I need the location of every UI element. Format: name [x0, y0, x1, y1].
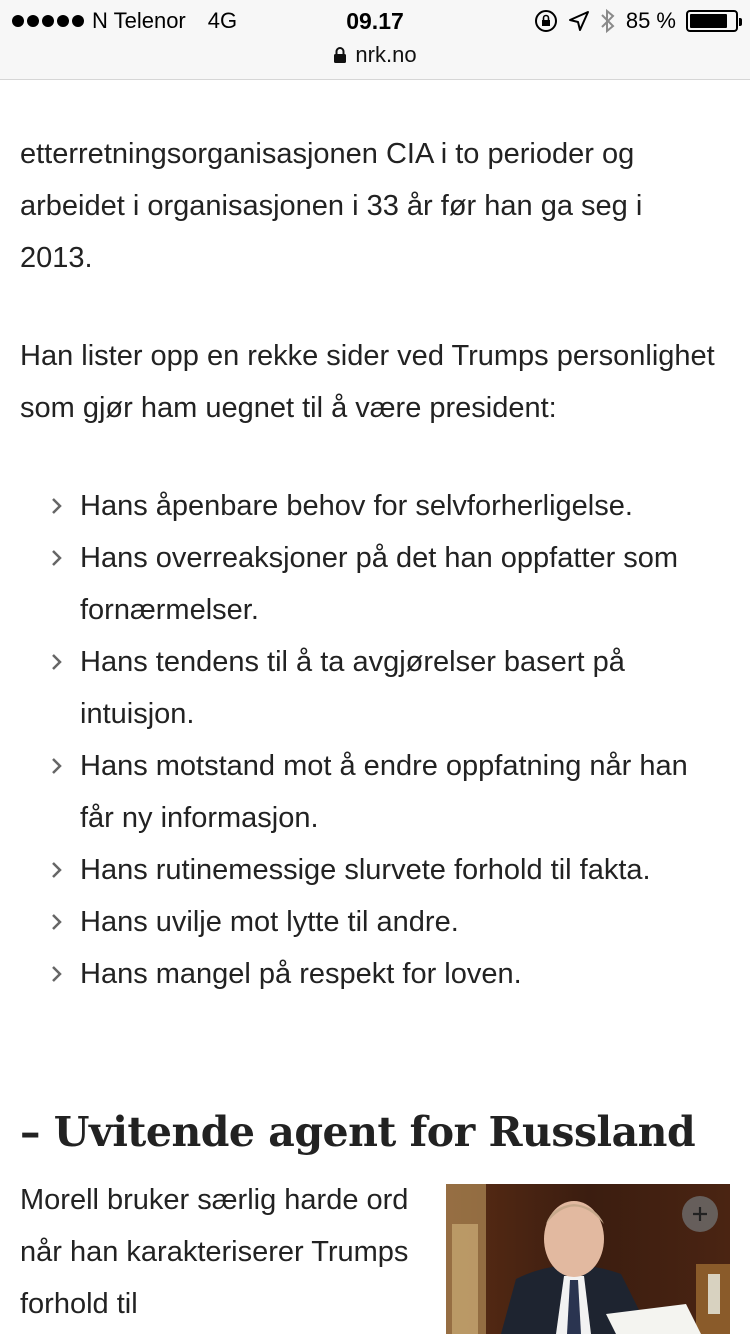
url-text: nrk.no	[355, 42, 417, 67]
clock: 09.17	[346, 8, 404, 34]
list-item	[20, 480, 720, 532]
list-item-text: Hans mangel på respekt for loven.	[80, 958, 522, 990]
article-body	[20, 128, 720, 1040]
chevron-right-icon	[50, 494, 64, 518]
list-item	[20, 896, 720, 948]
carrier-name: N Telenor	[92, 8, 186, 33]
list-item-text: Hans overreaksjoner på det han oppfatter som fornærmelser.	[80, 542, 679, 626]
paragraph-cia: etterretningsorganisasjonen CIA i to perioder og arbeidet i organisasjonen i 33 år før han ga seg i 2013.	[20, 138, 643, 274]
paragraph-lead: Morell bruker særlig harde ord når han karakteriserer Trumps forhold til	[20, 1184, 409, 1320]
chevron-right-icon	[50, 754, 64, 778]
list-item-text: Hans tendens til å ta avgjørelser basert på intuisjon.	[80, 646, 625, 730]
list-item-text: Hans rutinemessige slurvete forhold til fakta.	[80, 854, 651, 886]
list-item	[20, 844, 720, 896]
list-item	[20, 740, 720, 844]
location-arrow-icon	[568, 10, 590, 32]
padlock-icon	[333, 46, 347, 64]
article-photo[interactable]	[446, 1184, 730, 1334]
chevron-right-icon	[50, 650, 64, 674]
list-item	[20, 636, 720, 740]
rotation-lock-icon	[534, 9, 558, 33]
list-item-text: Hans motstand mot å endre oppfatning når han får ny informasjon.	[80, 750, 688, 834]
section-heading: – Uvitende agent for Russland	[20, 1108, 696, 1156]
chevron-right-icon	[50, 546, 64, 570]
chevron-right-icon	[50, 858, 64, 882]
trait-list	[20, 480, 720, 1000]
chevron-right-icon	[50, 962, 64, 986]
chevron-right-icon	[50, 910, 64, 934]
battery-percent: 85 %	[625, 8, 676, 33]
battery-icon	[686, 10, 738, 32]
paragraph-intro-list: Han lister opp en rekke sider ved Trumps personlighet som gjør ham uegnet til å være president:	[20, 340, 715, 424]
status-bar	[0, 0, 750, 80]
plus-icon	[691, 1205, 709, 1223]
address-bar[interactable]	[0, 40, 750, 70]
list-item-text: Hans åpenbare behov for selvforherligelse.	[80, 490, 633, 522]
list-item-text: Hans uvilje mot lytte til andre.	[80, 906, 459, 938]
expand-image-button[interactable]	[682, 1196, 718, 1232]
status-right	[534, 6, 738, 36]
list-item	[20, 948, 720, 1000]
list-item	[20, 532, 720, 636]
bluetooth-icon	[600, 8, 616, 34]
network-type: 4G	[207, 8, 238, 33]
